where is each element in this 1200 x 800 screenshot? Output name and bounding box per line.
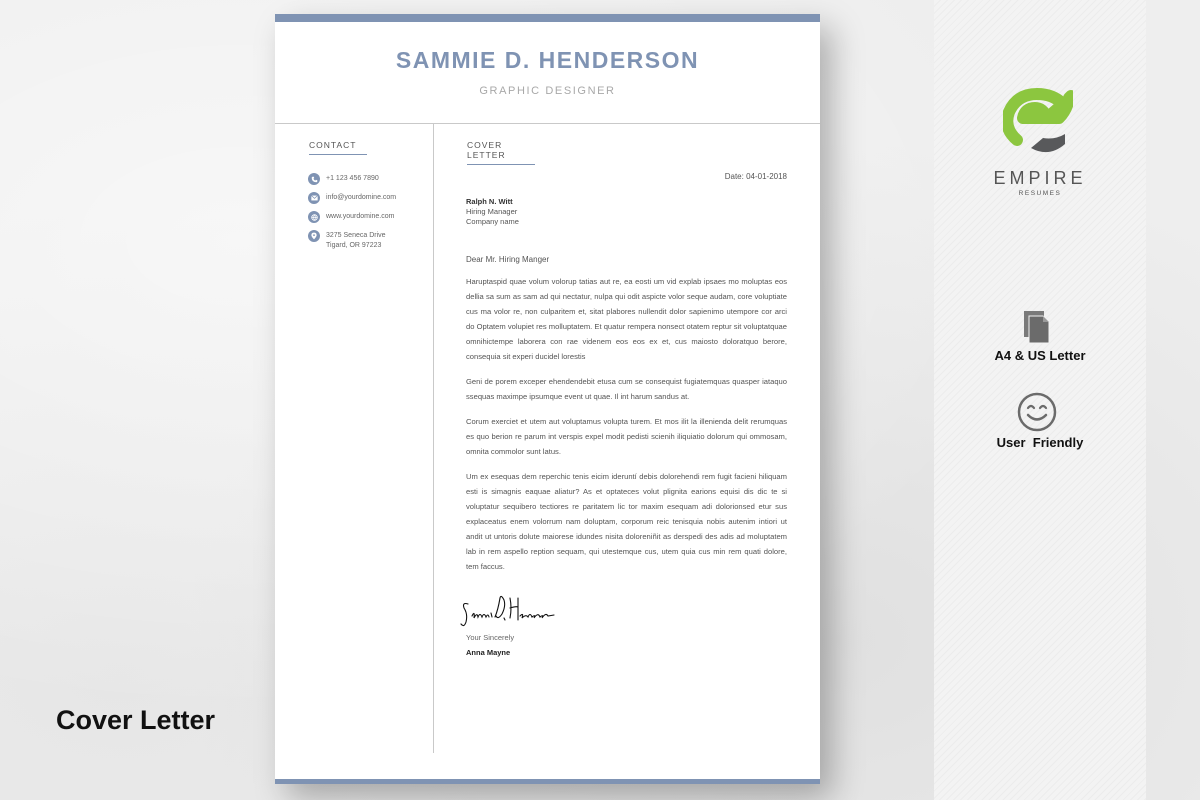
- feature-paper-sizes: A4 & US Letter: [994, 348, 1086, 363]
- contact-heading: CONTACT: [309, 140, 367, 155]
- letter-greeting: Dear Mr. Hiring Manger: [466, 255, 550, 264]
- document-icon: [1023, 310, 1051, 344]
- contact-list: [308, 173, 396, 258]
- recipient-block: [466, 197, 519, 227]
- contact-website: [308, 211, 396, 223]
- brand-name: EMPIRE: [993, 168, 1087, 188]
- brand-subtitle: RESUMES: [1018, 190, 1062, 197]
- header-divider: [275, 123, 820, 124]
- letter-paragraph: Haruptaspid quae volum volorup tatias aut re, ea eosti um vid explab ipsaes mo moluptas eos dellia sa sum as sam ad qui nectatur, nulpa qui odit aspicte volor seque audam, core voluptiate cus ma volor re, non culparitem et, sitat plabores nullendit dolor sapienimo utempore cor arci do Optatem volupiet res molluptatem. Et quatur rempera nonsect otatem reptur sit voluptatquae omnihictempe laborera con rae videnem eos eos ex et, cus maiosto doloratquo berore, consequia sit experi ducidel lorestis: [466, 277, 787, 361]
- recipient-role: Hiring Manager: [466, 207, 518, 216]
- recipient-name: Ralph N. Witt: [466, 197, 513, 206]
- empire-logo-icon: [1003, 88, 1073, 162]
- contact-website-text: www.yourdomine.com: [326, 213, 395, 220]
- handwritten-signature: [460, 590, 560, 634]
- address-line-2: Tigard, OR 97223: [326, 242, 382, 249]
- mail-icon: [308, 192, 320, 204]
- product-caption: Cover Letter: [56, 705, 216, 735]
- recipient-company: Company name: [466, 217, 519, 226]
- resume-name: SAMMIE D. HENDERSON: [395, 47, 700, 73]
- contact-phone-text: +1 123 456 7890: [326, 175, 379, 182]
- letter-paragraph: Corum exerciet et utem aut voluptamus volupta turem. Et mos ilit la illenienda delit rerumquas es quo berion re parum int verspis expel modit pedisti scienih iliquiatio dolorum qui ommosam, omnita commolor sunt latus.: [466, 417, 787, 456]
- contact-email-text: info@yourdomine.com: [326, 194, 397, 201]
- signer-name: Anna Mayne: [466, 648, 511, 657]
- resume-job-title: GRAPHIC DESIGNER: [479, 85, 616, 97]
- location-pin-icon: [308, 230, 320, 242]
- top-accent-bar: [275, 14, 820, 22]
- contact-address: [308, 230, 396, 251]
- letter-date: Date: 04-01-2018: [724, 172, 787, 181]
- feature-user-friendly: User Friendly: [996, 435, 1084, 450]
- letter-paragraph: Geni de porem exceper ehendendebit etusa cum se consequist fugiatemquas quasper iataquo ssequas maximpe ipsumque event ut quae. Il int harum sandus at.: [466, 377, 787, 401]
- column-divider: [433, 123, 434, 753]
- resume-page: [275, 14, 820, 784]
- letter-paragraph: Um ex esequas dem reperchic tenis eicim ideruntí debis dolorehendi rem fugit facieni hiliquam esti is simagnis eaquae aliatur? As et optateces volut plignita earions equisi dis dic te si voluptatur sequibero tectiores re paritatem lic tor maxim esequam adi dolorionsed etur sus explaceatus enem volorrum nam doluptam, corporum reic tenisquia nobis autenim intiori ut andit ut untoris dolute maiorese idundes nisita doloreniñit as derspedi des adis ad moluptatem lab in rem aspello reption sequam, qui utestemque cus, utem quia cus min rem quati dolore, tem faccus.: [466, 472, 787, 571]
- letter-body: [466, 274, 787, 584]
- globe-icon: [308, 211, 320, 223]
- address-line-1: 3275 Seneca Drive: [326, 232, 386, 239]
- cover-letter-heading: COVER LETTER: [467, 140, 535, 165]
- smiley-icon: [1017, 392, 1057, 432]
- letter-closing: Your Sincerely: [466, 633, 515, 642]
- contact-address-text: [326, 230, 386, 251]
- phone-icon: [308, 173, 320, 185]
- bottom-accent-bar: [275, 779, 820, 784]
- contact-email: [308, 192, 396, 204]
- contact-phone: [308, 173, 396, 185]
